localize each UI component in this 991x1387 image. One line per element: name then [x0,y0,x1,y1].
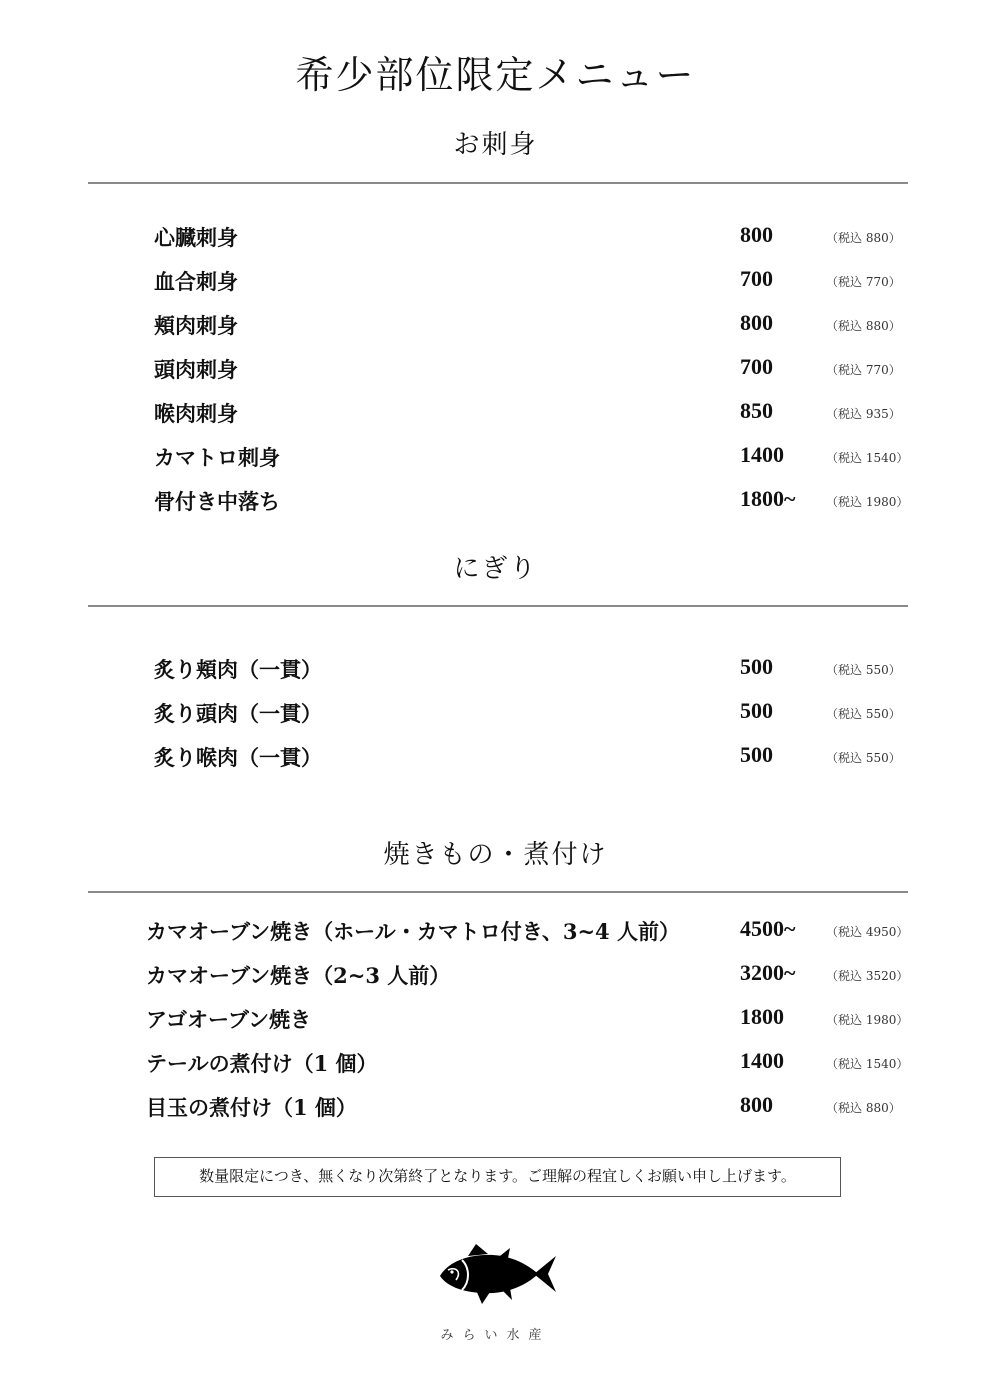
menu-item [0,1092,991,1122]
page-title: 希少部位限定メニュー [295,53,696,97]
divider [88,891,908,893]
item-name: 頭肉刺身 [154,357,238,382]
item-tax-price: （税込 4950） [826,925,909,939]
item-price: 850 [740,398,773,423]
section-heading-grilled-simmered: 焼きもの・煮付け [383,840,608,870]
item-price: 500 [740,654,773,679]
item-tax-price: （税込 1980） [826,1013,909,1027]
menu-item [0,486,991,516]
item-name: カマオーブン焼き（2~3 人前） [146,963,451,988]
menu-item [0,266,991,296]
item-tax-price: （税込 880） [826,319,901,333]
item-name: 目玉の煮付け（1 個） [146,1095,357,1120]
item-price: 3200~ [740,960,796,985]
item-price: 700 [740,266,773,291]
item-tax-price: （税込 935） [826,407,901,421]
menu-item [0,442,991,472]
menu-item [0,354,991,384]
item-name: 喉肉刺身 [154,401,238,426]
menu-item [0,1004,991,1034]
item-tax-price: （税込 880） [826,1101,901,1115]
menu-item [0,654,991,684]
menu-item [0,1048,991,1078]
item-tax-price: （税込 550） [826,751,901,765]
item-name: カマトロ刺身 [154,445,280,470]
divider [88,182,908,184]
item-tax-price: （税込 550） [826,707,901,721]
item-tax-price: （税込 1540） [826,1057,909,1071]
menu-item [0,960,991,990]
item-name: 骨付き中落ち [154,489,280,514]
item-name: 炙り頬肉（一貫） [154,657,322,682]
item-price: 800 [740,310,773,335]
item-tax-price: （税込 1980） [826,495,909,509]
item-name: 炙り頭肉（一貫） [154,701,322,726]
menu-item [0,398,991,428]
item-name: テールの煮付け（1 個） [146,1051,378,1076]
item-price: 700 [740,354,773,379]
menu-item [0,222,991,252]
item-price: 800 [740,222,773,247]
item-tax-price: （税込 550） [826,663,901,677]
item-name: 血合刺身 [154,269,238,294]
item-price: 1400 [740,442,784,467]
section-heading-sashimi: お刺身 [453,130,538,160]
menu-item [0,742,991,772]
item-tax-price: （税込 3520） [826,969,909,983]
menu-item [0,698,991,728]
item-name: カマオーブン焼き（ホール・カマトロ付き、3~4 人前） [146,919,680,944]
item-price: 4500~ [740,916,796,941]
item-price: 800 [740,1092,773,1117]
tuna-fish-icon [438,1240,558,1310]
item-price: 500 [740,698,773,723]
divider [88,605,908,607]
section-heading-nigiri: にぎり [453,554,538,584]
item-tax-price: （税込 1540） [826,451,909,465]
item-tax-price: （税込 770） [826,363,901,377]
menu-item [0,310,991,340]
item-price: 1800 [740,1004,784,1029]
item-name: アゴオーブン焼き [146,1007,312,1032]
item-name: 炙り喉肉（一貫） [154,745,322,770]
item-name: 頬肉刺身 [154,313,238,338]
limited-quantity-notice: 数量限定につき、無くなり次第終了となります。ご理解の程宜しくお願い申し上げます。 [154,1157,841,1197]
item-tax-price: （税込 770） [826,275,901,289]
brand-name: みらい水産 [440,1328,551,1343]
item-price: 1400 [740,1048,784,1073]
item-price: 500 [740,742,773,767]
menu-item [0,916,991,946]
item-price: 1800~ [740,486,796,511]
item-name: 心臓刺身 [154,225,238,250]
item-tax-price: （税込 880） [826,231,901,245]
